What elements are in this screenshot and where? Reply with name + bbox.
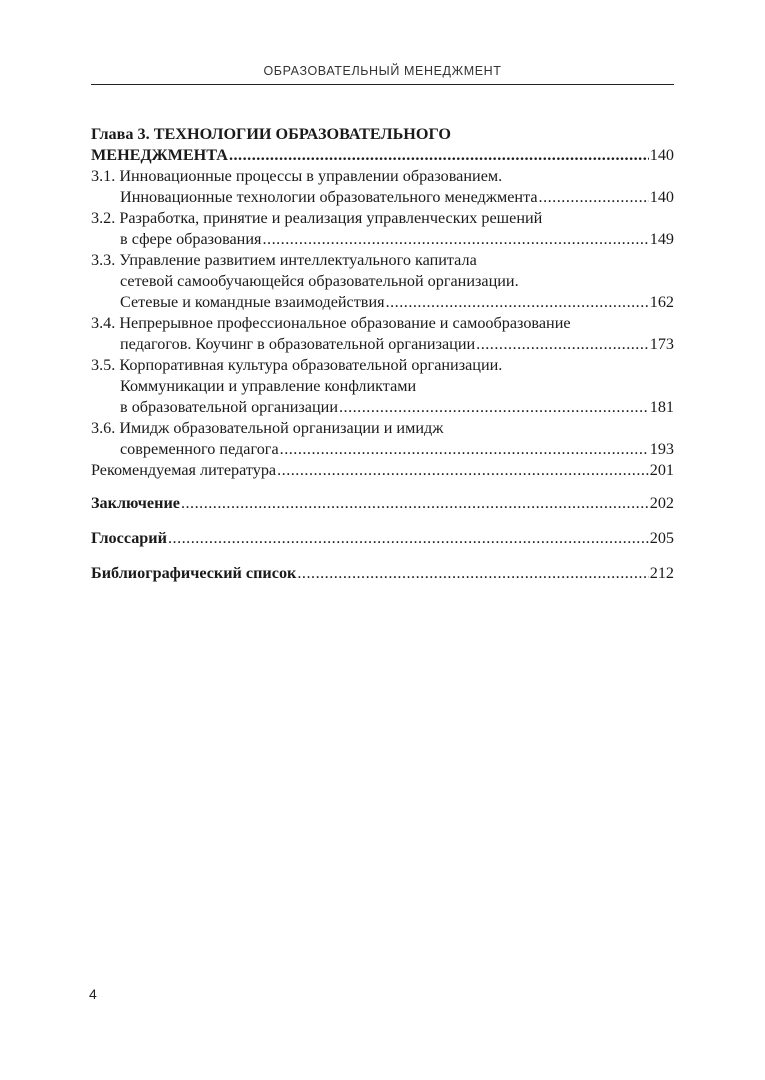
toc-line [91,292,674,313]
table-of-contents [91,124,674,584]
toc-line [91,418,674,439]
toc-line [91,563,674,584]
toc-chapter-3[interactable] [91,124,674,166]
toc-entry-text: 3.1. Инновационные процессы в управлении образованием. [91,167,503,185]
toc-entry-text: сетевой самообучающейся образовательной организации. [120,272,519,290]
toc-page-number: 201 [649,461,674,479]
toc-line [91,271,674,292]
toc-line [91,145,674,166]
toc-entry-text: современного педагога [120,440,279,458]
toc-entry-text: 3.5. Корпоративная культура образовательной организации. [91,356,503,374]
toc-line [91,229,674,250]
toc-entry-text: 3.4. Непрерывное профессиональное образование и самообразование [91,314,571,332]
toc-page-number: 140 [649,146,674,164]
toc-line [91,376,674,397]
toc-glossary[interactable] [91,528,674,549]
toc-page-number: 162 [649,293,674,311]
toc-line [91,397,674,418]
toc-page-number: 173 [649,335,674,353]
toc-line [91,460,674,481]
toc-entry-text: 3.2. Разработка, принятие и реализация управленческих решений [91,209,543,227]
toc-entry-text: 3.6. Имидж образовательной организации и имидж [91,419,444,437]
dot-leader [386,292,649,313]
toc-page-number: 202 [649,494,674,512]
toc-page-number: 193 [649,440,674,458]
toc-entry-text: Коммуникации и управление конфликтами [120,377,417,395]
toc-line [91,187,674,208]
toc-page-number: 140 [649,188,674,206]
toc-line [91,355,674,376]
running-head: ОБРАЗОВАТЕЛЬНЫЙ МЕНЕДЖМЕНТ [263,64,502,78]
page-number: 4 [89,986,97,1002]
toc-line [91,124,674,145]
toc-line [91,250,674,271]
dot-leader [168,528,649,549]
dot-leader [262,229,648,250]
toc-section-3-3[interactable] [91,250,674,313]
toc-section-3-2[interactable] [91,208,674,250]
dot-leader [277,460,649,481]
toc-page-number: 212 [649,564,674,582]
dot-leader [280,439,649,460]
toc-section-3-5[interactable] [91,355,674,418]
toc-entry-text: Инновационные технологии образовательного менеджмента [120,188,538,206]
dot-leader [339,397,649,418]
toc-entry-text: Библиографический список [91,564,297,582]
toc-section-3-6[interactable] [91,418,674,460]
toc-line [91,439,674,460]
toc-entry-text: 3.3. Управление развитием интеллектуального капитала [91,251,477,269]
dot-leader [229,145,649,166]
toc-page-number: 181 [649,398,674,416]
toc-line [91,313,674,334]
toc-entry-text: в сфере образования [120,230,262,248]
dot-leader [181,493,649,514]
toc-section-3-1[interactable] [91,166,674,208]
toc-line [91,166,674,187]
toc-bibliography[interactable] [91,563,674,584]
dot-leader [539,187,649,208]
toc-page-number: 149 [649,230,674,248]
header-rule [91,84,674,85]
toc-entry-text: в образовательной организации [120,398,338,416]
toc-entry-text: Сетевые и командные взаимодействия [120,293,385,311]
toc-line [91,528,674,549]
toc-entry-text: Заключение [91,494,180,512]
toc-entry-text: Глоссарий [91,529,167,547]
toc-entry-text: педагогов. Коучинг в образовательной организации [120,335,476,353]
toc-conclusion[interactable] [91,493,674,514]
toc-recommended-literature[interactable] [91,460,674,481]
toc-entry-text: Глава 3. ТЕХНОЛОГИИ ОБРАЗОВАТЕЛЬНОГО [91,125,451,143]
toc-line [91,493,674,514]
dot-leader [476,334,649,355]
toc-entry-text: МЕНЕДЖМЕНТА [91,146,228,164]
toc-line [91,334,674,355]
toc-page-number: 205 [649,529,674,547]
toc-entry-text: Рекомендуемая литература [91,461,277,479]
dot-leader [297,563,648,584]
toc-line [91,208,674,229]
toc-section-3-4[interactable] [91,313,674,355]
